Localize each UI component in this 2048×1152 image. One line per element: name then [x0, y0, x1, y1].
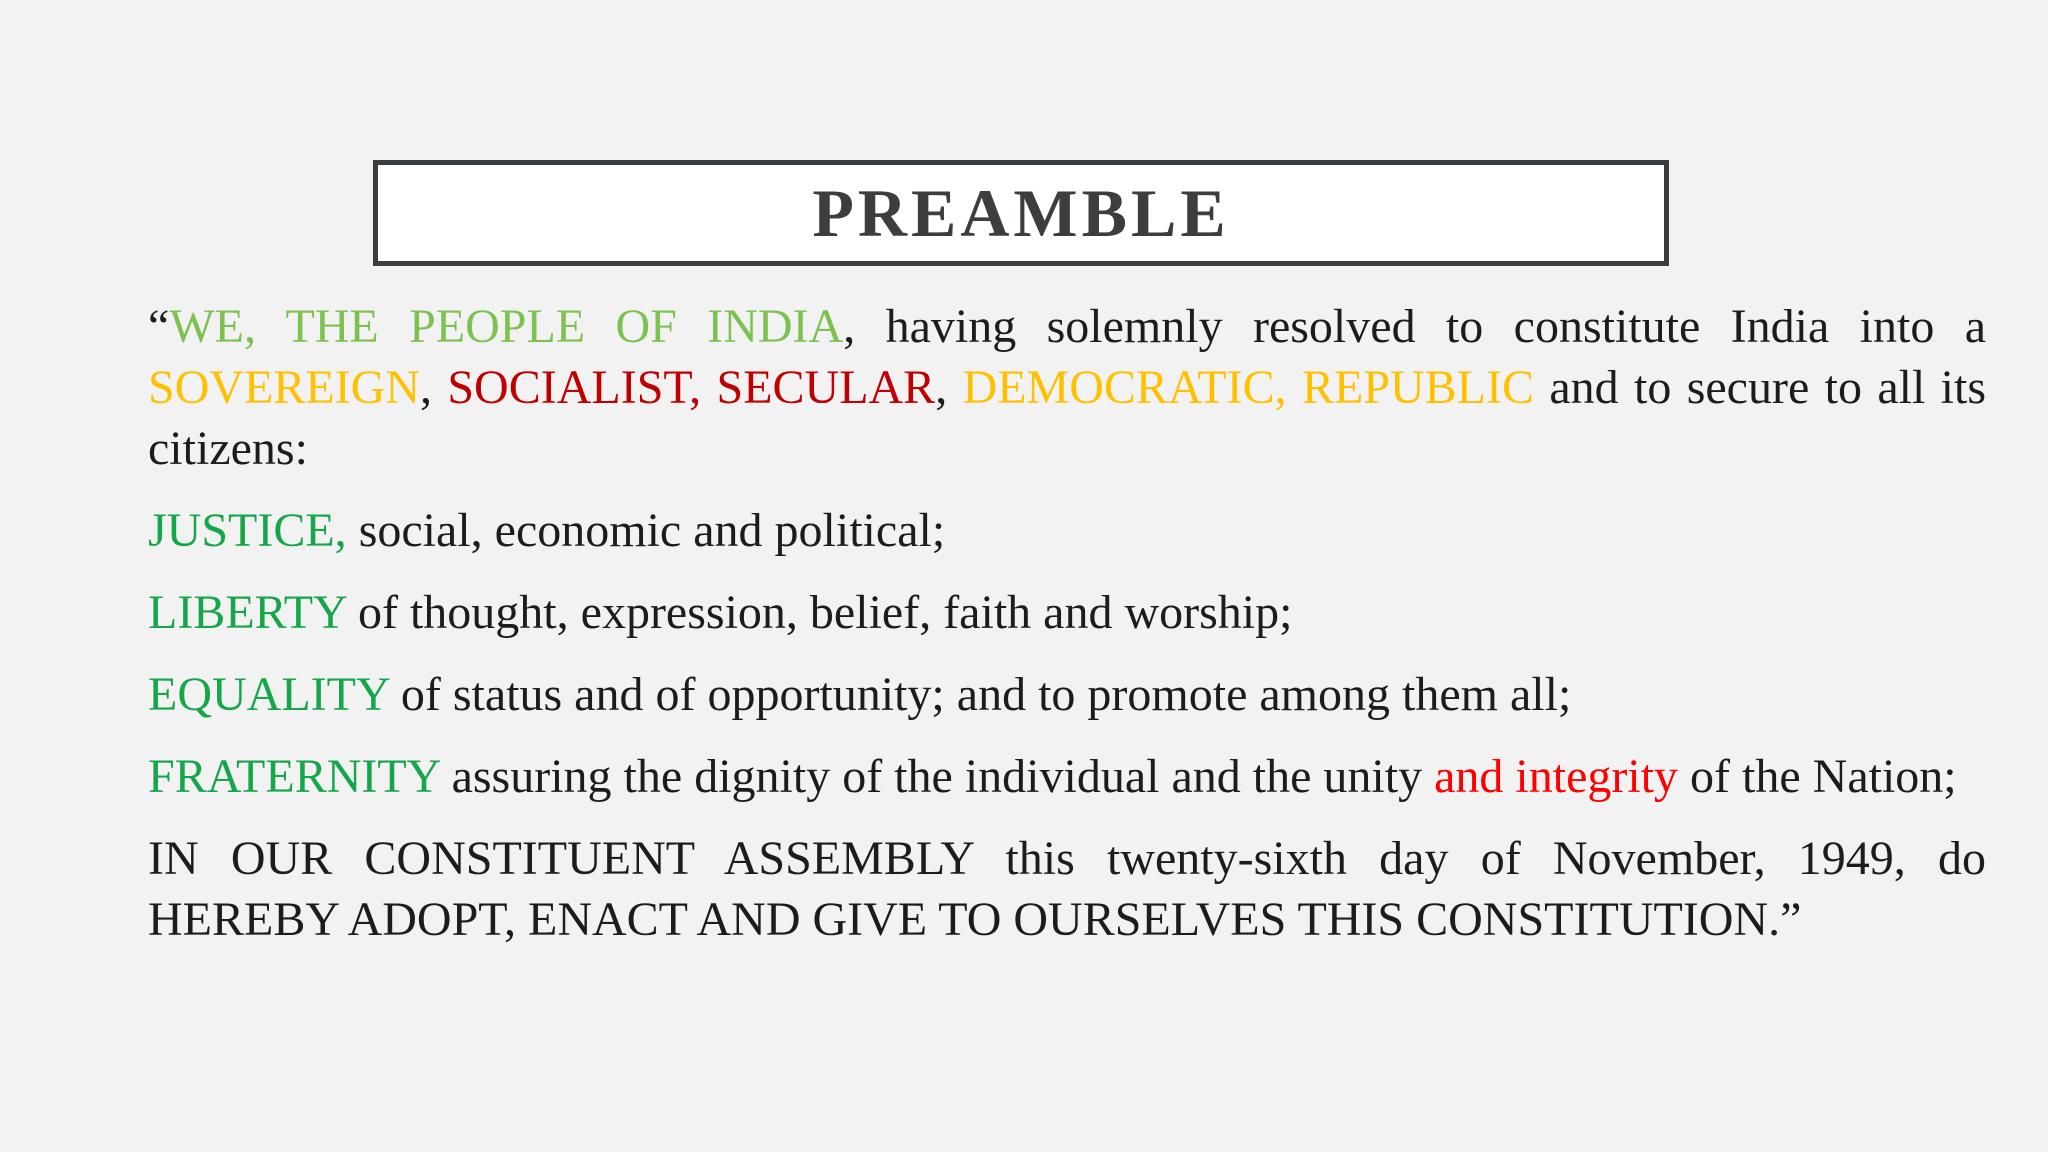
paragraph-equality: [148, 664, 1986, 725]
paragraph-adoption: [148, 828, 1986, 950]
and-integrity-text: and integrity: [1434, 750, 1679, 803]
preamble-body: [148, 296, 1986, 950]
title-box: [373, 160, 1669, 266]
page-title: PREAMBLE: [812, 175, 1230, 251]
liberty-text: of thought, expression, belief, faith and worship;: [345, 586, 1293, 639]
socialist-secular-text: SOCIALIST, SECULAR: [447, 361, 936, 414]
resolution-text-3: ,: [935, 361, 963, 414]
fraternity-keyword: FRATERNITY: [148, 750, 440, 803]
sovereign-text: SOVEREIGN: [148, 361, 420, 414]
fraternity-text-1: assuring the dignity of the individual and the unity: [439, 750, 1435, 803]
democratic-republic-text: DEMOCRATIC, REPUBLIC: [962, 361, 1534, 414]
open-quote: “: [148, 300, 170, 353]
fraternity-text-2: of the Nation;: [1678, 750, 1957, 803]
justice-keyword: JUSTICE,: [148, 504, 347, 557]
paragraph-fraternity: [148, 746, 1986, 807]
equality-keyword: EQUALITY: [148, 668, 389, 721]
resolution-text-4: and to secure to all its citizens:: [148, 361, 1987, 475]
paragraph-resolution: [148, 296, 1986, 479]
resolution-text-1: , having solemnly resolved to constitute India into a: [843, 300, 1986, 353]
justice-text: social, economic and political;: [346, 504, 946, 557]
equality-text: of status and of opportunity; and to promote among them all;: [388, 668, 1572, 721]
adoption-text: IN OUR CONSTITUENT ASSEMBLY this twenty-sixth day of November, 1949, do HEREBY ADOPT, ENACT AND GIVE TO OURSELVES THIS CONSTITUTION.”: [148, 832, 1986, 946]
liberty-keyword: LIBERTY: [148, 586, 346, 639]
paragraph-justice: [148, 500, 1986, 561]
resolution-text-2: ,: [420, 361, 448, 414]
we-the-people-text: WE, THE PEOPLE OF INDIA: [169, 300, 844, 353]
paragraph-liberty: [148, 582, 1986, 643]
